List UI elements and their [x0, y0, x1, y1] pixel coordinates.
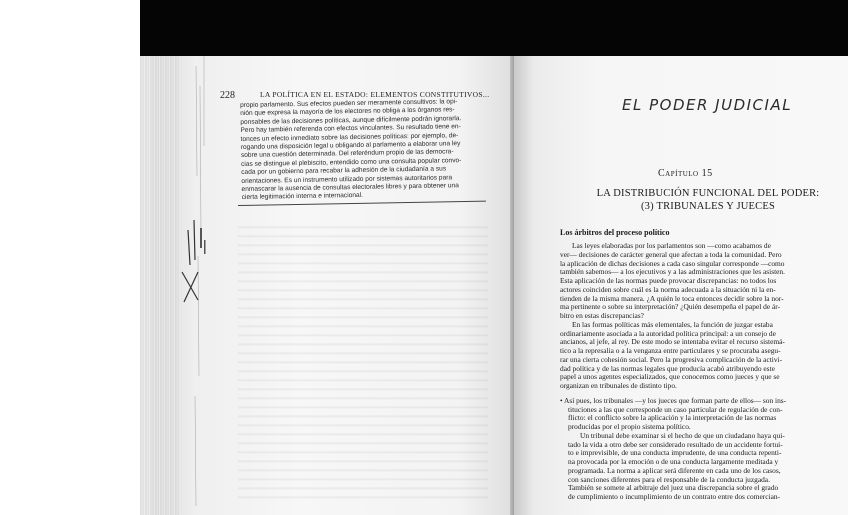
body-line: orientaciones. Es un instrumento utilizado por sistemas autoritarios para: [241, 173, 453, 185]
body-line: ma pertinente o sobre su interpretación? ¿Quién desempeña el papel de ár-: [560, 302, 781, 312]
body-line: ancianos, al jefe, al rey. De este modo se intentaba evitar el recurso sistemá-: [560, 337, 785, 347]
body-line: Un tribunal debe examinar si el hecho de que un ciudadano haya qui-: [580, 430, 785, 440]
show-through-text: [238, 220, 488, 505]
body-line: tonces un efecto inmediato sobre las decisiones políticas: por ejemplo, de-: [240, 131, 459, 143]
bullet-line: • Así pues, los tribunales —y los jueces que forman parte de ellos— son ins-: [560, 395, 787, 405]
body-line: bitro en estas discrepancias?: [560, 311, 644, 320]
body-line: rogando una disposición legal u obligando al parlamento a elaborar una ley: [240, 140, 461, 152]
body-line: la aplicación de dichas decisiones a cada caso singular corresponde —como: [560, 258, 785, 268]
body-line: de cumplimiento o incumplimiento de un contrato entre dos comercian-: [568, 492, 781, 501]
body-line: cierta legitimación interna e internacional.: [241, 192, 364, 202]
body-line: Las leyes elaboradas por los parlamentos son —como acabamos de: [572, 241, 771, 250]
bullet-line: producidas por el propio sistema político.: [568, 422, 691, 431]
body-line: na provocada por la emoción o de una conducta largamente meditada y: [568, 457, 779, 466]
body-line: cias se distingue el plebiscito, entendido como una consulta popular convo-: [241, 156, 462, 168]
body-line: cada por un gobierno para recabar la adhesión de la ciudadanía a sus: [241, 165, 447, 177]
body-line: ponsables de las decisiones políticas, aunque difícilmente podrán ignorarla.: [240, 114, 462, 126]
body-line: propio parlamento. Sus efectos pueden ser meramente consultivos: la opi-: [240, 98, 458, 109]
body-line: tienden de la misma manera. ¿A quién le toca entonces decidir sobre la nor-: [560, 293, 784, 303]
chapter-title: [568, 188, 848, 213]
page-edges-strip: [140, 56, 180, 515]
bullet-line: tituciones a las que corresponde un caso particular de regulación de con-: [568, 404, 783, 414]
body-line: papel a unos agentes especializados, que conocemos como jueces y que se: [560, 372, 780, 382]
body-line: dad política y de las normas legales que producía acabó atribuyendo este: [560, 363, 775, 373]
body-line: sobre una cuestión determinada. Del referéndum propio de las democra-: [240, 148, 454, 160]
body-line: ver— decisiones de carácter general que afectan a toda la comunidad. Pero: [560, 249, 782, 259]
body-line: En las formas políticas más elementales, la función de juzgar estaba: [572, 319, 773, 329]
page-number: 228: [220, 90, 235, 101]
binding-mark-icon: [178, 210, 212, 310]
body-line: nión que expresa la mayoría de los electores no obliga a los órganos res-: [240, 106, 455, 118]
body-line: Pero hay también referenda con efectos vinculantes. Su resultado tiene en-: [240, 123, 461, 135]
body-line: tado la vida a otro debe ser considerado resultado de un accidente fortui-: [568, 439, 783, 449]
handwritten-note-text: EL PODER JUDICIAL: [622, 96, 793, 114]
left-page-body: [240, 98, 490, 203]
chapter-label: Capítulo 15: [658, 168, 713, 179]
body-line: actores coinciden sobre cuál es la norma adecuada a la situación ni la en-: [560, 284, 776, 294]
body-line: Esta aplicación de las normas puede provocar discrepancias: no todos los: [560, 276, 777, 285]
body-line: rar una cierta cohesión social. Pero la progresiva complicación de la activi-: [560, 354, 783, 364]
right-page-body: [560, 242, 838, 502]
body-line: enmascarar la ausencia de consultas electorales libres y para obtener una: [241, 182, 459, 194]
body-line: to e imprevisible, de una conducta imprudente, de una conducta repenti-: [568, 448, 782, 458]
body-line: con sanciones diferentes para el responsable de la conducta juzgada.: [568, 474, 770, 484]
body-line: organizan en tribunales de distinto tipo.: [560, 381, 677, 390]
bullet-line: flicto: el conflicto sobre la aplicación y la interpretación de las normas: [568, 413, 777, 423]
section-heading: Los árbitros del proceso político: [560, 228, 670, 237]
chapter-title-line: LA DISTRIBUCIÓN FUNCIONAL DEL PODER:: [596, 188, 820, 199]
body-line: tico a la represalia o a la venganza entre particulares y se procuraba asegu-: [560, 346, 781, 355]
body-line: También se somete al arbitraje del juez una discrepancia sobre el grado: [568, 483, 779, 493]
chapter-title-line: (3) TRIBUNALES Y JUECES: [640, 200, 775, 212]
white-margin: [0, 0, 140, 515]
running-head: LA POLÍTICA EN EL ESTADO: ELEMENTOS CONSTITUTIVOS...: [260, 90, 490, 99]
scanner-black-background: [140, 0, 848, 56]
body-line: también sabemos— a los ejecutivos y a las administraciones que les asisten.: [560, 267, 785, 277]
handwritten-note: [620, 88, 793, 118]
body-line: programada. La norma a aplicar será diferente en cada uno de los casos,: [568, 465, 781, 475]
body-line: ordinariamente asociada a la autoridad política principal: a un consejo de: [560, 328, 776, 338]
